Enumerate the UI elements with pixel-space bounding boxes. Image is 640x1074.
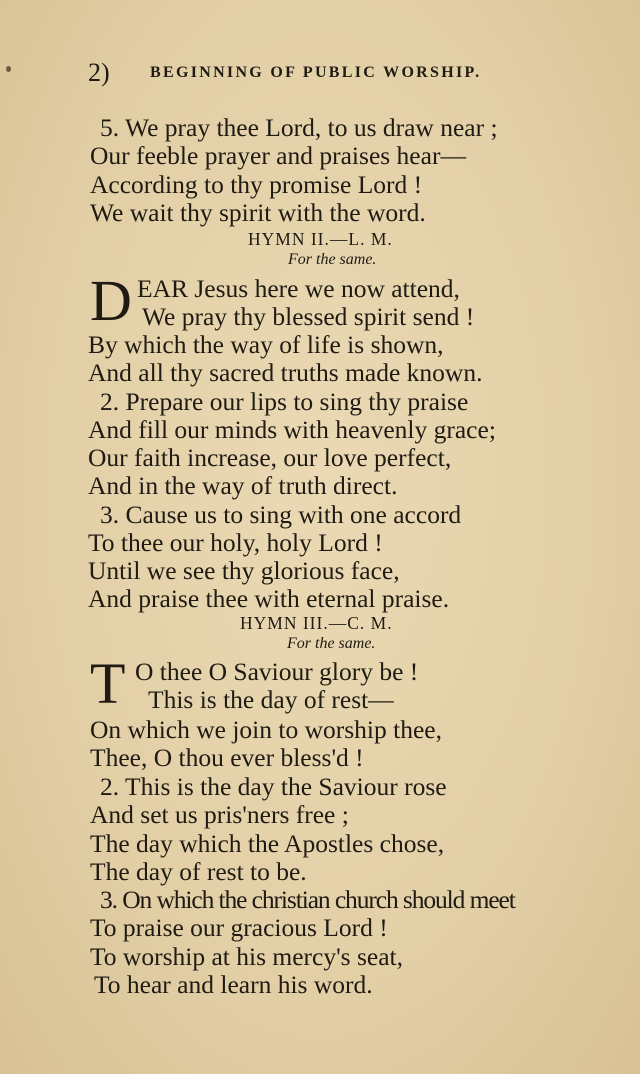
verse-line: And in the way of truth direct. [88, 471, 398, 500]
verse-line: And set us pris'ners free ; [90, 800, 349, 829]
verse-line: O thee O Saviour glory be ! [135, 657, 419, 686]
verse-line: 5. We pray thee Lord, to us draw near ; [100, 113, 498, 142]
page-number: 2) [88, 58, 110, 87]
verse-line: EAR Jesus here we now attend, [137, 274, 460, 303]
drop-cap: T [90, 651, 126, 716]
verse-line: And all thy sacred truths made known. [88, 358, 483, 387]
verse-line: And praise thee with eternal praise. [88, 584, 450, 613]
verse-line: By which the way of life is shown, [88, 330, 444, 359]
hymn-title: HYMN II.—L. M. [248, 229, 393, 249]
verse-line: Our feeble prayer and praises hear— [90, 141, 466, 170]
verse-line: To hear and learn his word. [94, 970, 373, 999]
verse-line: To worship at his mercy's seat, [90, 942, 403, 971]
verse-line: We pray thy blessed spirit send ! [142, 302, 475, 331]
verse-line: This is the day of rest— [148, 685, 394, 714]
verse-line: We wait thy spirit with the word. [90, 198, 426, 227]
verse-line: Until we see thy glorious face, [88, 556, 400, 585]
ink-spot [6, 66, 11, 72]
verse-line: To thee our holy, holy Lord ! [88, 528, 383, 557]
running-title: BEGINNING OF PUBLIC WORSHIP. [150, 64, 482, 81]
verse-line: 2. Prepare our lips to sing thy praise [100, 387, 469, 416]
verse-line: According to thy promise Lord ! [90, 170, 423, 199]
verse-line: 2. This is the day the Saviour rose [100, 772, 447, 801]
verse-line: Thee, O thou ever bless'd ! [90, 743, 364, 772]
verse-line: The day of rest to be. [90, 857, 307, 886]
hymn-title: HYMN III.—C. M. [240, 613, 393, 633]
verse-line: The day which the Apostles chose, [90, 829, 445, 858]
verse-line: 3. On which the christian church should meet [100, 885, 515, 914]
hymn-subtitle: For the same. [288, 251, 377, 268]
verse-line: On which we join to worship thee, [90, 715, 442, 744]
verse-line: And fill our minds with heavenly grace; [88, 415, 496, 444]
verse-line: Our faith increase, our love perfect, [88, 443, 452, 472]
hymn-subtitle: For the same. [287, 635, 376, 652]
verse-line: To praise our gracious Lord ! [90, 913, 388, 942]
drop-cap: D [90, 268, 132, 333]
page-header [88, 58, 588, 88]
verse-line: 3. Cause us to sing with one accord [100, 500, 462, 529]
